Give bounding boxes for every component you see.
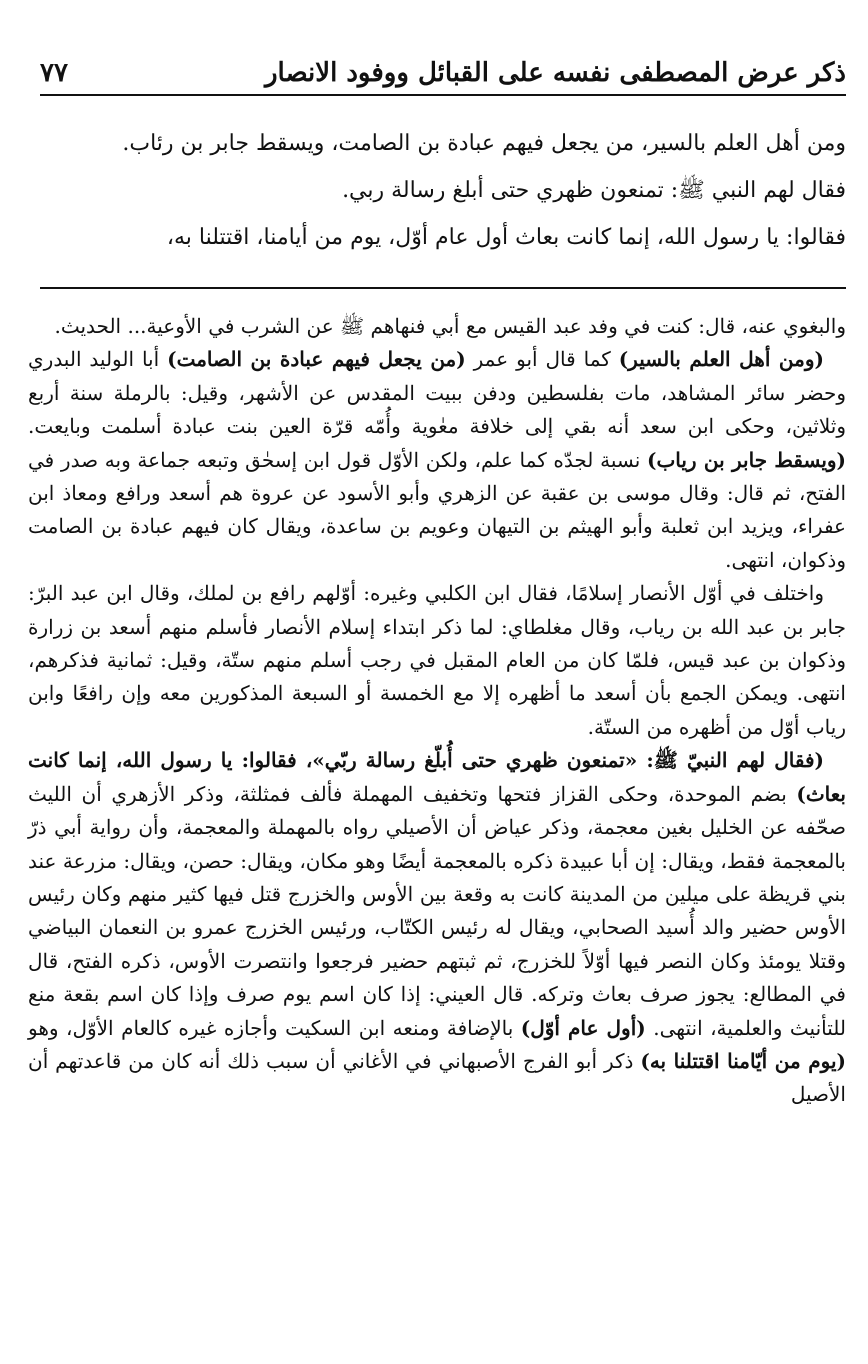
- quoted-phrase: (فقال لهم النبيّ ﷺ: «تمنعون ظهري حتى أُبلّغ رسالة ربّي»، فقالوا: يا رسول الله، إنما كانت بعاث): [28, 748, 846, 806]
- running-title: ذكر عرض المصطفى نفسه على القبائل ووفود الانصار: [264, 58, 846, 88]
- main-text: [40, 120, 846, 261]
- commentary-text: ذكر أبو الفرج الأصبهاني في الأغاني أن سبب ذلك أنه كان من قاعدتهم أن الأصيل: [28, 1048, 846, 1107]
- commentary: [28, 310, 846, 1112]
- quoted-phrase: (ويسقط جابر بن رياب): [646, 447, 847, 472]
- quoted-phrase: (أول عام أوّل): [520, 1015, 646, 1040]
- page-header: [40, 44, 846, 96]
- quoted-phrase: (من يجعل فيهم عبادة بن الصامت): [167, 347, 466, 372]
- commentary-paragraph: [28, 343, 846, 577]
- quoted-phrase: (ومن أهل العلم بالسير): [618, 347, 824, 372]
- commentary-paragraph: والبغوي عنه، قال: كنت في وفد عبد القيس مع أبي فنهاهم ﷺ عن الشرب في الأوعية... الحديث.: [54, 314, 846, 338]
- main-text-line: فقال لهم النبي ﷺ: تمنعون ظهري حتى أبلغ رسالة ربي.: [342, 178, 846, 203]
- page-number: ٧٧: [40, 58, 68, 88]
- commentary-paragraph: واختلف في أوّل الأنصار إسلامًا، فقال ابن الكلبي وغيره: أوّلهم رافع بن لملك، وقال ابن عبد البرّ: جابر بن عبد الله بن رياب، وقال مغلطاي: لما ذكر ابتداء إسلام الأنصار فأسلم منهم أسعد بن زرارة وذكوان بن عبد قيس، فلمّا كان من العام المقبل في رجب أسلم منهم ستّة، وقيل: ثمانية فذكرهم، انتهى. ويمكن الجمع بأن أسعد ما أظهره إلا مع الخمسة أو السبعة المذكورين معه وإن رافعًا وابن رياب أوّل من أظهره من الستّة.: [28, 581, 846, 739]
- separator-rule: [40, 287, 846, 289]
- commentary-text: أبا الوليد البدري وحضر سائر المشاهد، مات بفلسطين ودفن ببيت المقدس عن الأشهر، وقيل: بالرملة سنة أربع وثلاثين، وحكى ابن سعد أنه بقي إلى خلافة معٰوية وأُمّه قرّة العين بنت عبادة أسلمت وبايعت.: [28, 347, 846, 439]
- quoted-phrase: (يوم من أيّامنا اقتتلنا به): [640, 1048, 846, 1073]
- commentary-text: بالإضافة ومنعه ابن السكيت وأجازه غيره كالعام الأوّل، وهو: [28, 1015, 521, 1040]
- commentary-text: بضم الموحدة، وحكى القزاز فتحها وتخفيف المهملة فألف فمثلثة، وذكر الأزهري أن الليث صحّفه عن الخليل بغين معجمة، وذكر عياض أن الأصيلي رواه بالمهملة والمعجمة، وأن رواية أبي ذرّ بالمعجمة فقط، ويقال: إن أبا عبيدة ذكره بالمعجمة أيضًا وهو مكان، ويقال: حصن، ويقال: مزرعة عند بني قريظة على ميلين من المدينة كانت به وقعة بين الأوس والخزرج قتل فيها كثير منهم وكان رئيس الأوس حضير والد أُسيد الصحابي، ويقال له رئيس الكتّاب، ورئيس الخزرج عمرو بن النعمان البياضي وقتلا يومئذ وكان النصر فيها أوّلاً للخزرج، ثم ثبتهم حضير فرجعوا وانتصرت الأوس، ذكره الفتح، قال في المطالع: يجوز صرف بعاث وتركه. قال العيني: إذا كان اسم يوم صرف وإذا كان اسم بقعة منع للتأنيث والعلمية، انتهى.: [28, 781, 846, 1040]
- commentary-paragraph: [28, 744, 846, 1111]
- commentary-text: نسبة لجدّه كما علم، ولكن الأوّل قول ابن إسحٰق وتبعه جماعة وبه صدر في الفتح، ثم قال: وقال موسى بن عقبة عن الزهري وأبو الأسود عن عروة هم أسعد ورافع ومعاذ ابن عفراء، ويزيد ابن ثعلبة وأبو الهيثم بن التيهان وعويم بن ساعدة، ويقال كان فيهم عبادة بن الصامت وذكوان، انتهى.: [28, 447, 847, 572]
- commentary-text: كما قال أبو عمر: [465, 347, 619, 372]
- main-text-line: ومن أهل العلم بالسير، من يجعل فيهم عبادة بن الصامت، ويسقط جابر بن رئاب.: [122, 131, 846, 156]
- main-text-line: فقالوا: يا رسول الله، إنما كانت بعاث أول عام أوّل، يوم من أيامنا، اقتتلنا به،: [166, 225, 846, 250]
